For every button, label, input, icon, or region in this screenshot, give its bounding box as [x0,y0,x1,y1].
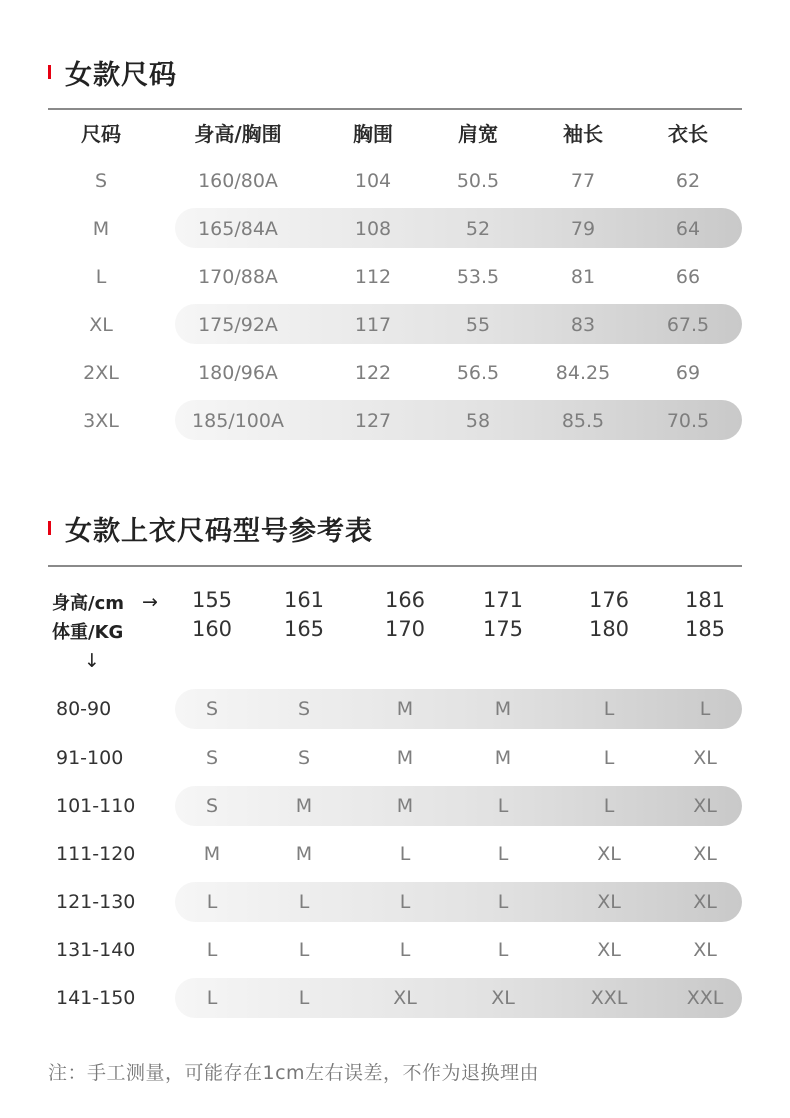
height-range-to: 170 [384,617,426,641]
recommended-size-cell: XL [693,795,717,817]
measurement-note: 注：手工测量，可能存在1cm左右误差，不作为退换理由 [48,1062,540,1084]
measurement-cell: 104 [354,170,392,192]
measurement-cell: 127 [354,410,392,432]
recommended-size-cell: L [497,891,509,913]
measurement-cell: 108 [354,218,392,240]
recommended-size-cell: XXL [590,987,628,1009]
size-cell: 3XL [83,410,119,432]
recommended-size-cell: XL [597,891,621,913]
weight-range-label: 131-140 [56,939,136,961]
table-header-cell: 衣长 [668,122,708,146]
recommended-size-cell: XL [597,939,621,961]
recommended-size-cell: XL [597,843,621,865]
height-range-from: 155 [191,588,233,612]
measurement-cell: 185/100A [192,410,284,432]
table-header-cell: 袖长 [563,122,603,146]
title-accent-bar [48,521,51,535]
recommended-size-cell: L [206,987,218,1009]
right-arrow-icon: → [142,591,158,613]
recommended-size-cell: S [205,795,219,817]
section-reference-title-text: 女款上衣尺码型号参考表 [65,515,373,547]
recommended-size-cell: M [396,698,414,720]
weight-range-label: 141-150 [56,987,136,1009]
recommended-size-cell: L [497,843,509,865]
measurement-cell: 79 [570,218,596,240]
height-range-from: 161 [283,588,325,612]
recommended-size-cell: L [497,795,509,817]
weight-range-label: 80-90 [56,698,112,720]
height-range-to: 185 [684,617,726,641]
size-cell: S [94,170,108,192]
height-range-to: 180 [588,617,630,641]
measurement-cell: 84.25 [555,362,611,384]
measurement-cell: 117 [354,314,392,336]
section-size-divider [48,108,742,110]
measurement-cell: 56.5 [456,362,500,384]
table-header-cell: 身高/胸围 [194,122,282,146]
measurement-cell: 175/92A [198,314,278,336]
recommended-size-cell: S [297,747,311,769]
section-size-title-text: 女款尺码 [65,59,177,91]
measurement-cell: 69 [675,362,701,384]
recommended-size-cell: M [203,843,221,865]
recommended-size-cell: M [295,843,313,865]
recommended-size-cell: M [396,795,414,817]
recommended-size-cell: M [494,698,512,720]
measurement-cell: 53.5 [456,266,500,288]
height-range-from: 176 [588,588,630,612]
recommended-size-cell: L [603,795,615,817]
height-range-from: 171 [482,588,524,612]
recommended-size-cell: M [494,747,512,769]
measurement-cell: 85.5 [561,410,605,432]
recommended-size-cell: XXL [686,987,724,1009]
measurement-cell: 66 [675,266,701,288]
recommended-size-cell: L [497,939,509,961]
recommended-size-cell: L [399,843,411,865]
height-range-to: 165 [283,617,325,641]
down-arrow-icon: ↓ [84,650,100,672]
recommended-size-cell: M [396,747,414,769]
recommended-size-cell: XL [693,939,717,961]
height-range-to: 160 [191,617,233,641]
measurement-cell: 83 [570,314,596,336]
recommended-size-cell: L [206,939,218,961]
title-accent-bar [48,65,51,79]
measurement-cell: 160/80A [198,170,278,192]
recommended-size-cell: S [205,747,219,769]
size-cell: 2XL [83,362,119,384]
measurement-cell: 122 [354,362,392,384]
size-cell: M [92,218,110,240]
weight-label: 体重/KG [52,622,124,643]
recommended-size-cell: L [399,939,411,961]
recommended-size-cell: S [297,698,311,720]
height-range-from: 166 [384,588,426,612]
measurement-cell: 67.5 [666,314,710,336]
weight-range-label: 121-130 [56,891,136,913]
section-reference-divider [48,565,742,567]
weight-range-label: 101-110 [56,795,136,817]
recommended-size-cell: L [298,891,310,913]
recommended-size-cell: XL [491,987,515,1009]
recommended-size-cell: L [603,747,615,769]
recommended-size-cell: L [298,987,310,1009]
recommended-size-cell: M [295,795,313,817]
measurement-cell: 77 [570,170,596,192]
weight-range-label: 91-100 [56,747,124,769]
size-cell: L [95,266,107,288]
measurement-cell: 70.5 [666,410,710,432]
measurement-cell: 112 [354,266,392,288]
recommended-size-cell: L [206,891,218,913]
measurement-cell: 55 [465,314,491,336]
recommended-size-cell: S [205,698,219,720]
recommended-size-cell: L [699,698,711,720]
measurement-cell: 62 [675,170,701,192]
measurement-cell: 58 [465,410,491,432]
measurement-cell: 180/96A [198,362,278,384]
recommended-size-cell: XL [693,891,717,913]
section-size-title [48,52,177,92]
measurement-cell: 165/84A [198,218,278,240]
section-reference-title [48,508,373,548]
size-cell: XL [89,314,113,336]
recommended-size-cell: XL [693,747,717,769]
recommended-size-cell: L [298,939,310,961]
table-header-cell: 尺码 [81,122,121,146]
measurement-cell: 170/88A [198,266,278,288]
measurement-cell: 52 [465,218,491,240]
recommended-size-cell: L [399,891,411,913]
measurement-cell: 64 [675,218,701,240]
measurement-cell: 50.5 [456,170,500,192]
height-range-to: 175 [482,617,524,641]
table-header-cell: 胸围 [353,122,393,146]
height-label: 身高/cm [52,593,124,614]
recommended-size-cell: L [603,698,615,720]
height-range-from: 181 [684,588,726,612]
weight-range-label: 111-120 [56,843,136,865]
measurement-cell: 81 [570,266,596,288]
table-header-cell: 肩宽 [458,122,498,146]
recommended-size-cell: XL [393,987,417,1009]
recommended-size-cell: XL [693,843,717,865]
